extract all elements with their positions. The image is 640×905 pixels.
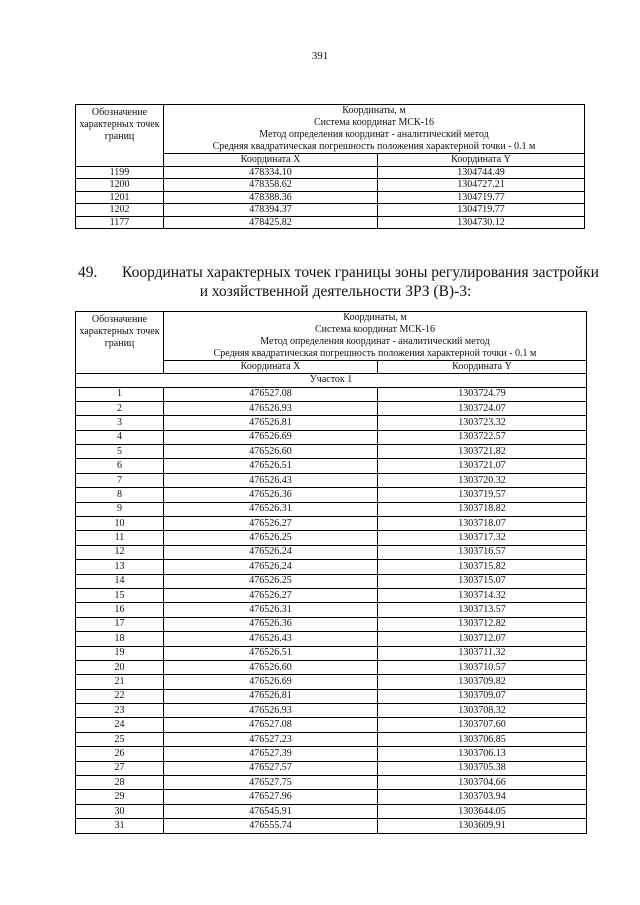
table-row [76, 545, 587, 559]
coordinate-x-cell: 478388.36 [164, 191, 378, 204]
coordinate-x-cell: 476526.81 [164, 689, 378, 703]
table-row [76, 430, 587, 444]
point-cell: 9 [76, 502, 164, 516]
point-cell: 2 [76, 401, 164, 415]
coordinate-y-cell: 1303706.85 [378, 732, 587, 746]
point-cell: 21 [76, 675, 164, 689]
coords-title: Координаты, м [342, 105, 406, 116]
point-cell: 26 [76, 747, 164, 761]
coordinate-y-cell: 1303721.07 [378, 459, 587, 473]
table-row [76, 588, 587, 602]
subsection-label: Участок 1 [76, 373, 587, 387]
coordinate-x-cell: 476526.60 [164, 445, 378, 459]
coordinate-y-cell: 1303718.82 [378, 502, 587, 516]
point-cell: 15 [76, 588, 164, 602]
coordinate-x-cell: 476526.81 [164, 416, 378, 430]
point-cell: 1199 [76, 166, 164, 179]
coordinate-x-cell: 476526.43 [164, 632, 378, 646]
table-row [76, 179, 585, 192]
table-row [76, 473, 587, 487]
table-row [76, 632, 587, 646]
table-row [76, 560, 587, 574]
coordinate-y-cell: 1303724.07 [378, 401, 587, 415]
table-row [76, 646, 587, 660]
coordinate-y-cell: 1303703.94 [378, 790, 587, 804]
table-row [76, 732, 587, 746]
coordinate-y-cell: 1303718.07 [378, 517, 587, 531]
table-row [76, 574, 587, 588]
coordinate-y-cell: 1303609.91 [378, 819, 587, 833]
point-cell: 5 [76, 445, 164, 459]
point-cell: 19 [76, 646, 164, 660]
coordinate-y-cell: 1303716.57 [378, 545, 587, 559]
coordinate-x-cell: 476545.91 [164, 804, 378, 818]
coordinate-x-cell: 476526.27 [164, 517, 378, 531]
coordinate-y-cell: 1303712.07 [378, 632, 587, 646]
table1-body [76, 166, 585, 229]
coordinate-x-cell: 476526.43 [164, 473, 378, 487]
point-cell: 1200 [76, 179, 164, 192]
point-cell: 30 [76, 804, 164, 818]
column-header-y: Координата Y [378, 154, 585, 167]
coordinate-y-cell: 1303644.05 [378, 804, 587, 818]
point-cell: 6 [76, 459, 164, 473]
column-header-x: Координата X [164, 361, 378, 374]
coordinate-x-cell: 476526.93 [164, 401, 378, 415]
coordinate-x-cell: 476526.93 [164, 704, 378, 718]
point-designation-header: Обозначение характерных точек границ [76, 105, 164, 167]
point-cell: 31 [76, 819, 164, 833]
coordinate-x-cell: 476526.24 [164, 545, 378, 559]
table-row [76, 488, 587, 502]
coordinate-x-cell: 476526.31 [164, 502, 378, 516]
coordinate-y-cell: 1303709.82 [378, 675, 587, 689]
table-row [76, 660, 587, 674]
coordinate-x-cell: 476526.25 [164, 531, 378, 545]
table-row [76, 166, 585, 179]
point-cell: 25 [76, 732, 164, 746]
point-cell: 1177 [76, 216, 164, 229]
coordinate-x-cell: 476527.57 [164, 761, 378, 775]
coordinate-x-cell: 476526.51 [164, 459, 378, 473]
coordinates-table-continued [75, 104, 585, 229]
coordinate-x-cell: 476527.08 [164, 387, 378, 401]
table-row [76, 502, 587, 516]
coordinate-x-cell: 476526.60 [164, 660, 378, 674]
point-cell: 3 [76, 416, 164, 430]
point-cell: 24 [76, 718, 164, 732]
coordinate-x-cell: 476527.96 [164, 790, 378, 804]
coordinate-y-cell: 1304744.49 [378, 166, 585, 179]
coordinate-x-cell: 476527.75 [164, 776, 378, 790]
table-row [76, 776, 587, 790]
coord-method: Метод определения координат - аналитический метод [260, 336, 490, 347]
table-row [76, 617, 587, 631]
coordinate-x-cell: 476527.08 [164, 718, 378, 732]
table-row [76, 718, 587, 732]
table-row [76, 401, 587, 415]
coord-accuracy: Средняя квадратическая погрешность положения характерной точки - 0.1 м [213, 348, 537, 359]
coordinate-y-cell: 1303717.32 [378, 531, 587, 545]
point-cell: 8 [76, 488, 164, 502]
table-row [76, 790, 587, 804]
point-cell: 10 [76, 517, 164, 531]
table-row [76, 204, 585, 217]
point-cell: 23 [76, 704, 164, 718]
table2-body [76, 373, 587, 833]
table-row [76, 675, 587, 689]
point-cell: 11 [76, 531, 164, 545]
coordinate-x-cell: 476526.69 [164, 675, 378, 689]
coordinate-x-cell: 476527.39 [164, 747, 378, 761]
coordinate-y-cell: 1304719.77 [378, 204, 585, 217]
coordinates-header [164, 105, 585, 154]
coordinate-y-cell: 1303723.32 [378, 416, 587, 430]
table-row [76, 517, 587, 531]
point-cell: 18 [76, 632, 164, 646]
coords-title: Координаты, м [343, 312, 407, 323]
point-cell: 27 [76, 761, 164, 775]
point-cell: 28 [76, 776, 164, 790]
coordinate-x-cell: 478425.82 [164, 216, 378, 229]
coordinate-x-cell: 476526.36 [164, 617, 378, 631]
section-title-line2: и хозяйственной деятельности ЗРЗ (В)-3: [199, 283, 472, 300]
coordinate-y-cell: 1304719.77 [378, 191, 585, 204]
coord-system: Система координат МСК-16 [313, 117, 435, 128]
point-cell: 7 [76, 473, 164, 487]
coordinate-y-cell: 1303710.57 [378, 660, 587, 674]
coordinate-y-cell: 1303704.66 [378, 776, 587, 790]
coordinate-y-cell: 1303705.38 [378, 761, 587, 775]
page-number: 391 [311, 50, 329, 62]
coordinate-y-cell: 1303715.82 [378, 560, 587, 574]
coordinate-x-cell: 476526.51 [164, 646, 378, 660]
coordinate-y-cell: 1303706.13 [378, 747, 587, 761]
table-row [76, 747, 587, 761]
table-row [76, 603, 587, 617]
point-cell: 13 [76, 560, 164, 574]
table-row [76, 804, 587, 818]
coord-method: Метод определения координат - аналитический метод [259, 129, 489, 140]
section-number: 49. [78, 264, 98, 281]
coordinate-x-cell: 476526.36 [164, 488, 378, 502]
point-cell: 1 [76, 387, 164, 401]
table-row [76, 689, 587, 703]
table-row [76, 704, 587, 718]
point-cell: 29 [76, 790, 164, 804]
coordinate-x-cell: 476526.27 [164, 588, 378, 602]
point-cell: 16 [76, 603, 164, 617]
table-row [76, 761, 587, 775]
table-row [76, 445, 587, 459]
point-cell: 4 [76, 430, 164, 444]
coordinate-y-cell: 1303719.57 [378, 488, 587, 502]
coordinate-y-cell: 1303714.32 [378, 588, 587, 602]
coordinate-y-cell: 1303713.57 [378, 603, 587, 617]
point-cell: 22 [76, 689, 164, 703]
table-row [76, 216, 585, 229]
point-cell: 17 [76, 617, 164, 631]
coordinate-y-cell: 1303720.32 [378, 473, 587, 487]
column-header-y: Координата Y [378, 361, 587, 374]
coordinate-y-cell: 1303715.07 [378, 574, 587, 588]
coordinates-table-zrz-v3 [75, 311, 587, 834]
point-cell: 14 [76, 574, 164, 588]
table-row [76, 387, 587, 401]
point-cell: 20 [76, 660, 164, 674]
coordinate-y-cell: 1304727.21 [378, 179, 585, 192]
table-row [76, 819, 587, 833]
coordinates-header [164, 312, 587, 361]
coordinate-y-cell: 1303709.07 [378, 689, 587, 703]
point-designation-header: Обозначение характерных точек границ [76, 312, 164, 374]
coordinate-y-cell: 1303722.57 [378, 430, 587, 444]
coordinate-x-cell: 476526.69 [164, 430, 378, 444]
coordinate-y-cell: 1303707.60 [378, 718, 587, 732]
table-row [76, 531, 587, 545]
coordinate-x-cell: 476555.74 [164, 819, 378, 833]
coordinate-x-cell: 478334.10 [164, 166, 378, 179]
coordinate-x-cell: 478358.62 [164, 179, 378, 192]
table-row [76, 459, 587, 473]
table-row [76, 191, 585, 204]
coordinate-x-cell: 476526.24 [164, 560, 378, 574]
coordinate-y-cell: 1303721.82 [378, 445, 587, 459]
coordinate-x-cell: 476527.23 [164, 732, 378, 746]
point-cell: 12 [76, 545, 164, 559]
point-cell: 1201 [76, 191, 164, 204]
coordinate-y-cell: 1303708.32 [378, 704, 587, 718]
coordinate-y-cell: 1303712.82 [378, 617, 587, 631]
coord-accuracy: Средняя квадратическая погрешность положения характерной точки - 0.1 м [212, 141, 536, 152]
coordinate-y-cell: 1303711.32 [378, 646, 587, 660]
coordinate-y-cell: 1304730.12 [378, 216, 585, 229]
coord-system: Система координат МСК-16 [314, 324, 436, 335]
coordinate-x-cell: 476526.31 [164, 603, 378, 617]
column-header-x: Координата X [164, 154, 378, 167]
table-row [76, 416, 587, 430]
section-title-line1: Координаты характерных точек границы зоны регулирования застройки [122, 264, 599, 281]
subsection-row [76, 373, 587, 387]
coordinate-x-cell: 476526.25 [164, 574, 378, 588]
coordinate-x-cell: 478394.37 [164, 204, 378, 217]
coordinate-y-cell: 1303724.79 [378, 387, 587, 401]
point-cell: 1202 [76, 204, 164, 217]
